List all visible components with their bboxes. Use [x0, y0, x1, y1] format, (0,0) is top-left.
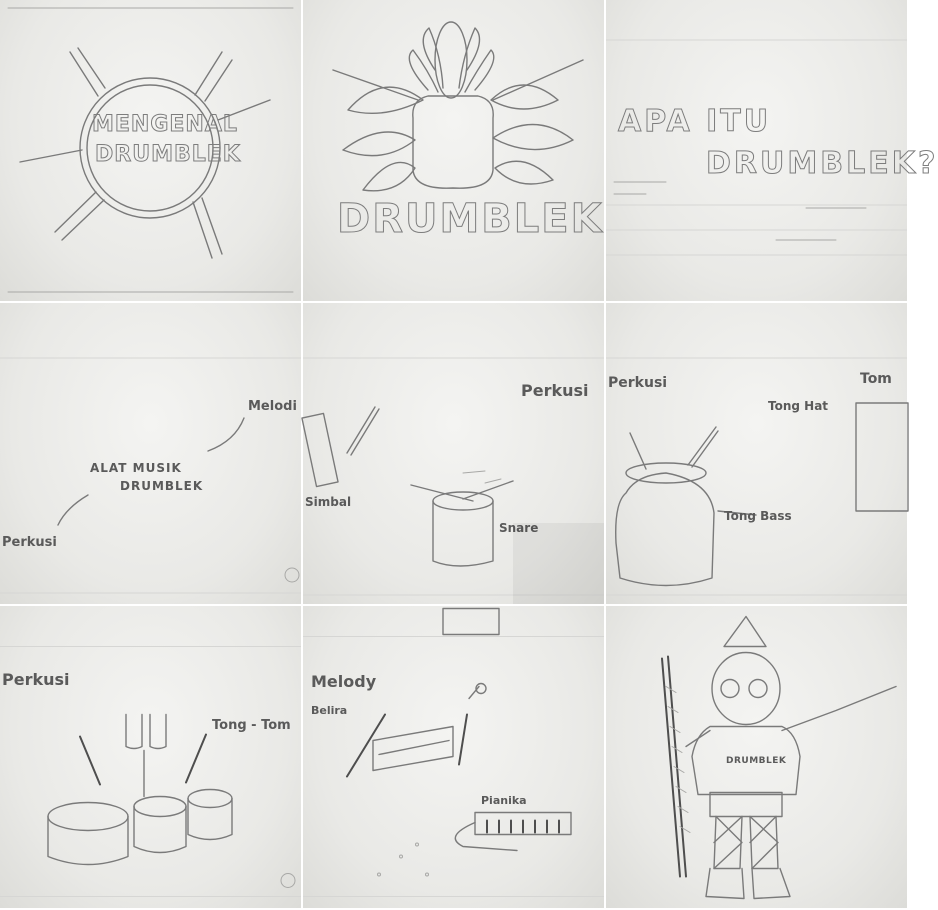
shadow-overlay — [513, 523, 604, 604]
tile1-title-line1: MENGENAL — [92, 112, 238, 137]
sketch-tile-1 — [0, 0, 301, 301]
sketch-tile-6 — [606, 303, 907, 604]
sketch-bass-drum — [606, 303, 907, 604]
tile9-shirt: DRUMBLEK — [726, 756, 787, 766]
tile2-word: DRUMBLEK — [337, 196, 604, 242]
tile5-top-right: Perkusi — [521, 381, 589, 400]
tile7-top-left: Perkusi — [2, 670, 70, 689]
tile5-left: Simbal — [305, 495, 352, 509]
tile6-far-right: Tom — [860, 371, 892, 387]
sketch-drum-with-feathers — [303, 0, 604, 301]
tile6-right-mid: Tong Bass — [724, 509, 792, 523]
tile6-top-left: Perkusi — [608, 375, 668, 391]
tile3-line2: DRUMBLEK? — [706, 146, 938, 181]
tile3-line1: APA ITU — [618, 104, 772, 139]
sketch-tile-8 — [303, 606, 604, 908]
tile8-bottom: Pianika — [481, 794, 527, 807]
tile1-title-line2: DRUMBLEK — [95, 142, 241, 167]
tile7-right: Tong - Tom — [212, 718, 291, 733]
tile4-bottom-left: Perkusi — [2, 535, 57, 550]
sketch-tile-7 — [0, 606, 301, 908]
mindmap-arrows — [0, 303, 301, 604]
tile5-right: Snare — [499, 521, 539, 535]
sketch-tile-5 — [303, 303, 604, 604]
sketch-tile-4 — [0, 303, 301, 604]
tile4-center2: DRUMBLEK — [120, 479, 204, 493]
sketch-tile-3 — [606, 0, 938, 301]
tile8-top-left: Melody — [311, 672, 377, 691]
sketch-tile-2 — [303, 0, 604, 301]
tile6-right-top: Tong Hat — [768, 399, 829, 413]
sketch-toms — [0, 606, 301, 908]
tile4-center1: ALAT MUSIK — [90, 461, 182, 475]
tile8-sub-left: Belira — [311, 704, 348, 717]
sketch-belira-and-pianika — [303, 606, 604, 908]
tile4-top-right: Melodi — [248, 399, 297, 414]
sketch-tile-9 — [606, 606, 907, 908]
